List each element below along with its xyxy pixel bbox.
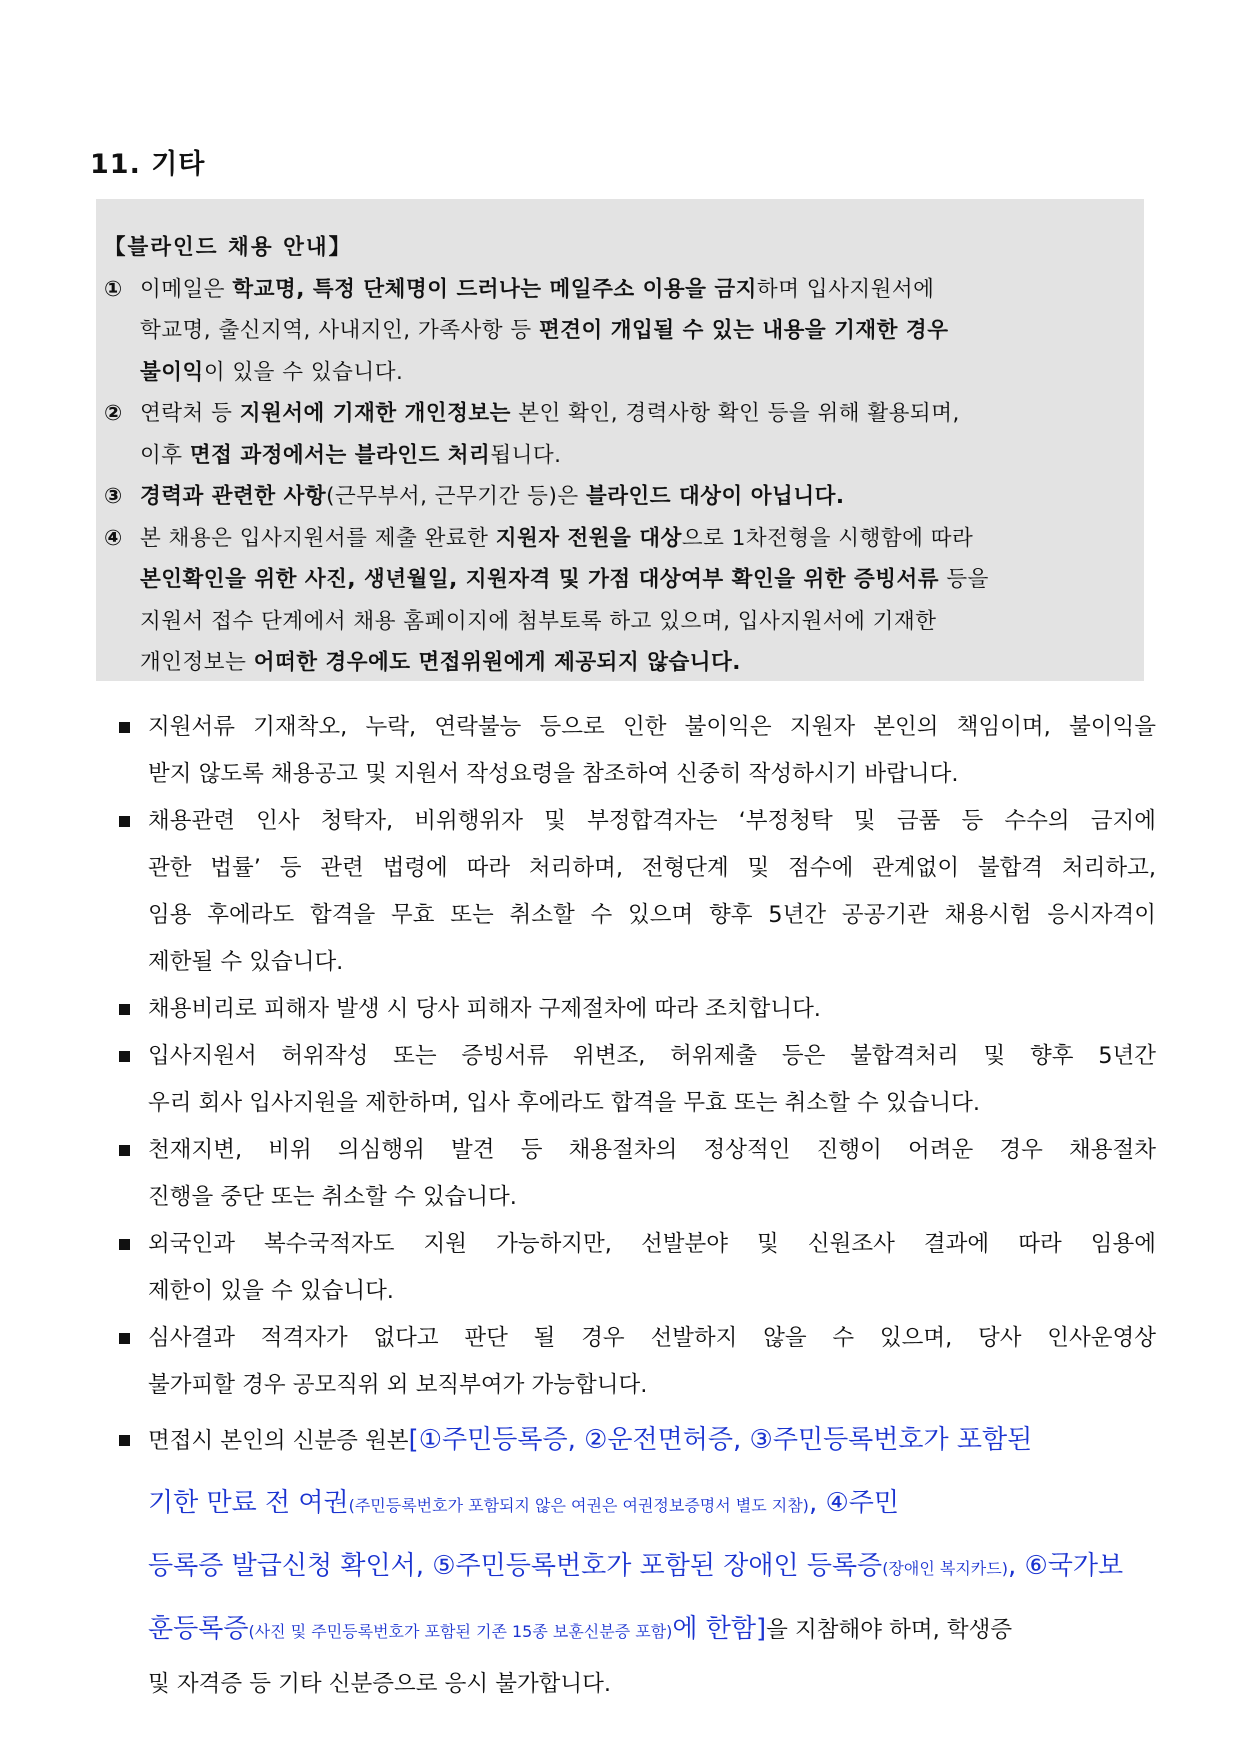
rule-line: 임용 후에라도 합격을 무효 또는 취소할 수 있으며 향후 5년간 공공기관 채용시험 응시자격이 bbox=[148, 902, 1156, 928]
text: 됩니다. bbox=[490, 442, 562, 468]
rule-line: 입사지원서 허위작성 또는 증빙서류 위변조, 허위제출 등은 불합격처리 및 향후 5년간 bbox=[148, 1043, 1156, 1069]
item-number: ③ bbox=[104, 484, 123, 509]
rules-list bbox=[116, 704, 1156, 1708]
text: 학교명, 출신지역, 사내지인, 가족사항 등 bbox=[140, 318, 539, 343]
rule-line: 외국인과 복수국적자도 지원 가능하지만, 선발분야 및 신원조사 결과에 따라 임용에 bbox=[148, 1231, 1156, 1257]
id-note-text: (주민등록번호가 포함되지 않은 여권은 여권정보증명서 별도 지참) bbox=[348, 1496, 809, 1515]
rule-line: 제한이 있을 수 있습니다. bbox=[148, 1278, 394, 1304]
text-bold: 본인확인을 위한 사진, 생년월일, 지원자격 및 가점 대상여부 확인을 위한 증빙서류 bbox=[140, 567, 940, 592]
rule-line: 우리 회사 입사지원을 제한하며, 입사 후에라도 합격을 무효 또는 취소할 수 있습니다. bbox=[148, 1090, 980, 1116]
text-bold: 경력과 관련한 사항 bbox=[140, 484, 327, 509]
text: 본인 확인, 경력사항 확인 등을 위해 활용되며, bbox=[510, 401, 960, 426]
item-number: ④ bbox=[104, 525, 123, 551]
bullet-square-icon bbox=[119, 1051, 130, 1062]
rule-item bbox=[116, 986, 1156, 1033]
notice-item-3 bbox=[104, 476, 1124, 518]
rule-line bbox=[148, 1409, 1156, 1472]
text: 하며 입사지원서에 bbox=[756, 276, 935, 302]
text-bold: 지원자 전원을 대상 bbox=[495, 525, 682, 551]
text: 으로 1차전형을 시행함에 따라 bbox=[681, 525, 974, 551]
rule-item bbox=[116, 1127, 1156, 1221]
bullet-square-icon bbox=[119, 1333, 130, 1344]
section-heading: 11. 기타 bbox=[90, 149, 206, 180]
rule-line: 진행을 중단 또는 취소할 수 있습니다. bbox=[148, 1184, 517, 1210]
id-list-text: 에 한함] bbox=[672, 1614, 767, 1644]
text: 이 있을 수 있습니다. bbox=[203, 359, 404, 385]
id-list-text: 기한 만료 전 여권 bbox=[148, 1488, 349, 1518]
id-list-text: 훈등록증 bbox=[148, 1614, 249, 1644]
bullet-square-icon bbox=[119, 816, 130, 827]
text: 이후 bbox=[140, 442, 190, 468]
rule-line: 지원서류 기재착오, 누락, 연락불능 등으로 인한 불이익은 지원자 본인의 책임이며, 불이익을 bbox=[148, 714, 1156, 740]
rule-item bbox=[116, 1221, 1156, 1315]
text: 연락처 등 bbox=[140, 401, 240, 426]
text: 면접시 본인의 신분증 원본 bbox=[148, 1428, 409, 1454]
text-bold: 지원서에 기재한 개인정보는 bbox=[239, 401, 511, 426]
text-bold: 블라인드 대상이 아닙니다. bbox=[585, 484, 845, 509]
bullet-square-icon bbox=[119, 1004, 130, 1015]
id-list-text: , ⑥국가보 bbox=[1007, 1551, 1124, 1581]
item-number: ① bbox=[104, 276, 123, 302]
text-bold: 학교명, 특정 단체명이 드러나는 메일주소 이용을 금지 bbox=[232, 276, 757, 302]
text-bold: 면접 과정에서는 블라인드 처리 bbox=[189, 442, 491, 468]
rule-line: 심사결과 적격자가 없다고 판단 될 경우 선발하지 않을 수 있으며, 당사 인사운영상 bbox=[148, 1325, 1156, 1351]
text: 이메일은 bbox=[140, 276, 233, 302]
text: 등을 bbox=[939, 567, 989, 592]
rule-item bbox=[116, 1315, 1156, 1409]
notice-title: 【블라인드 채용 안내】 bbox=[104, 235, 353, 260]
rule-line: 제한될 수 있습니다. bbox=[148, 949, 344, 975]
id-note-text: (장애인 복지카드) bbox=[882, 1559, 1008, 1578]
rule-item bbox=[116, 704, 1156, 798]
text: 지원서 접수 단계에서 채용 홈페이지에 첨부토록 하고 있으며, 입사지원서에 기재한 bbox=[140, 608, 937, 634]
id-requirement-rule bbox=[116, 1409, 1156, 1708]
rule-line: 및 자격증 등 기타 신분증으로 응시 불가합니다. bbox=[148, 1671, 612, 1697]
text: 을 지참해야 하며, 학생증 bbox=[766, 1617, 1013, 1643]
rule-line: 받지 않도록 채용공고 및 지원서 작성요령을 참조하여 신중히 작성하시기 바랍니다. bbox=[148, 761, 959, 787]
notice-item-2 bbox=[104, 393, 1124, 476]
blind-recruitment-notice bbox=[96, 199, 1144, 681]
rule-line: 채용비리로 피해자 발생 시 당사 피해자 구제절차에 따라 조치합니다. bbox=[148, 996, 821, 1022]
id-list-text: 등록증 발급신청 확인서, ⑤주민등록번호가 포함된 장애인 등록증 bbox=[148, 1551, 883, 1581]
rule-line bbox=[148, 1535, 1156, 1598]
id-list-text: [①주민등록증, ②운전면허증, ③주민등록번호가 포함된 bbox=[408, 1425, 1033, 1455]
rule-item bbox=[116, 798, 1156, 986]
item-number: ② bbox=[104, 401, 123, 426]
bullet-square-icon bbox=[119, 1145, 130, 1156]
id-note-text: (사진 및 주민등록번호가 포함된 기존 15종 보훈신분증 포함) bbox=[248, 1622, 673, 1641]
text: 본 채용은 입사지원서를 제출 완료한 bbox=[140, 525, 496, 551]
rule-line bbox=[148, 1598, 1156, 1661]
rule-line: 채용관련 인사 청탁자, 비위행위자 및 부정합격자는 ‘부정청탁 및 금품 등 수수의 금지에 bbox=[148, 808, 1156, 834]
rule-line: 관한 법률’ 등 관련 법령에 따라 처리하며, 전형단계 및 점수에 관계없이 불합격 처리하고, bbox=[148, 855, 1156, 881]
id-list-text: , ④주민 bbox=[808, 1488, 900, 1518]
bullet-square-icon bbox=[119, 722, 130, 733]
text: 개인정보는 bbox=[140, 650, 254, 675]
rule-line: 천재지변, 비위 의심행위 발견 등 채용절차의 정상적인 진행이 어려운 경우 채용절차 bbox=[148, 1137, 1156, 1163]
notice-item-4 bbox=[104, 518, 1124, 684]
bullet-square-icon bbox=[119, 1435, 130, 1446]
text-bold: 어떠한 경우에도 면접위원에게 제공되지 않습니다. bbox=[253, 650, 741, 675]
text-bold: 불이익 bbox=[140, 359, 204, 385]
text-bold: 편견이 개입될 수 있는 내용을 기재한 경우 bbox=[538, 318, 949, 343]
rule-item bbox=[116, 1033, 1156, 1127]
bullet-square-icon bbox=[119, 1239, 130, 1250]
notice-item-1 bbox=[104, 269, 1124, 394]
rule-line bbox=[148, 1472, 1156, 1535]
rule-line: 불가피할 경우 공모직위 외 보직부여가 가능합니다. bbox=[148, 1372, 648, 1398]
text: (근무부서, 근무기간 등)은 bbox=[326, 484, 586, 509]
